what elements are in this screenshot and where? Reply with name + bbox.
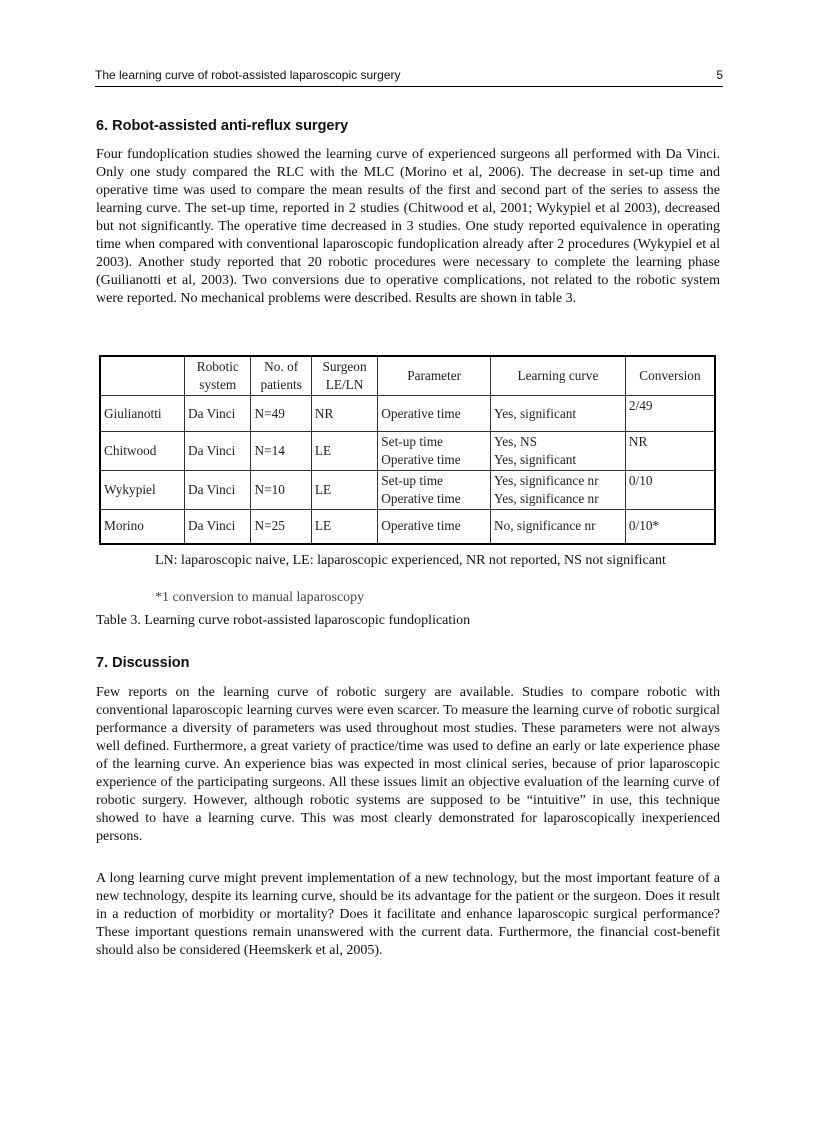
curve-line: Yes, significance nr <box>494 491 599 506</box>
curve-line: Yes, significant <box>494 452 577 467</box>
cell-parameter <box>378 471 491 510</box>
page-number: 5 <box>716 68 723 82</box>
running-title: The learning curve of robot-assisted laparoscopic surgery <box>95 68 401 82</box>
cell-conversion: 0/10 <box>625 471 715 510</box>
parameter-line: Set-up time <box>381 434 443 449</box>
cell-curve: Yes, significant <box>491 396 626 432</box>
header-system: Robotic system <box>185 356 251 396</box>
cell-conversion: 0/10* <box>625 510 715 544</box>
section-7-heading: 7. Discussion <box>96 655 190 671</box>
cell-system: Da Vinci <box>185 396 251 432</box>
table-footnote: *1 conversion to manual laparoscopy <box>155 590 365 605</box>
curve-line: Yes, significance nr <box>494 473 599 488</box>
cell-system: Da Vinci <box>185 471 251 510</box>
cell-surgeon: LE <box>311 471 377 510</box>
header-study <box>100 356 185 396</box>
table-note: LN: laparoscopic naive, LE: laparoscopic experienced, NR not reported, NS not significant <box>155 553 666 568</box>
cell-parameter <box>378 432 491 471</box>
cell-patients: N=49 <box>251 396 311 432</box>
header-conversion: Conversion <box>625 356 715 396</box>
section-7-paragraph-2: A long learning curve might prevent implementation of a new technology, but the most important feature of a new technology, despite its learning curve, should be its advantage for the patient or the surgeon. Does it result in a reduction of morbidity or mortality? Does it facilitate and enhance laparoscopic surgical performance? These important questions remain unanswered with the current data. Furthermore, the financial cost-benefit should also be considered (Heemskerk et al, 2005). <box>96 871 720 958</box>
cell-study: Chitwood <box>100 432 185 471</box>
section-6-paragraph: Four fundoplication studies showed the learning curve of experienced surgeons all performed with Da Vinci. Only one study compared the RLC with the MLC (Morino et al, 2006). The decrease in set-up time and operative time was used to compare the mean results of the first and second part of the series to assess the learning curve. The set-up time, reported in 2 studies (Chitwood et al, 2001; Wykypiel et al 2003), decreased but not significantly. The operative time decreased in 3 studies. One study reported equivalence in operating time when compared with conventional laparoscopic fundoplication already after 2 procedures (Wykypiel et al 2003). Another study reported that 20 robotic procedures were necessary to complete the learning phase (Guilianotti et al, 2003). Two conversions due to operative complications, not related to the robotic system were reported. No mechanical problems were described. Results are shown in table 3. <box>96 147 720 306</box>
running-header <box>95 68 723 87</box>
results-table <box>99 355 716 545</box>
parameter-line: Set-up time <box>381 473 443 488</box>
cell-patients: N=10 <box>251 471 311 510</box>
cell-patients: N=25 <box>251 510 311 544</box>
cell-surgeon: NR <box>311 396 377 432</box>
cell-curve <box>491 471 626 510</box>
table-row <box>100 396 715 432</box>
header-surgeon: Surgeon LE/LN <box>311 356 377 396</box>
parameter-line: Operative time <box>381 452 461 467</box>
cell-surgeon: LE <box>311 432 377 471</box>
cell-surgeon: LE <box>311 510 377 544</box>
section-7-paragraph-1: Few reports on the learning curve of robotic surgery are available. Studies to compare robotic with conventional laparoscopic learning curves were even scarcer. To measure the learning curve of robotic surgical performance a diversity of parameters was used throughout most studies. These parameters were not always well defined. Furthermore, a great variety of practice/time was used to define an early or late experience phase of the learning curve. An experience bias was expected in most clinical series, because of prior laparoscopic experience of the participating surgeons. All these issues limit an objective evaluation of the learning curve of robotic surgery. However, although robotic systems are supposed to be “intuitive” in use, this technique showed to have a learning curve. This was most clearly demonstrated for laparoscopically inexperienced persons. <box>96 685 720 844</box>
table-caption: Table 3. Learning curve robot-assisted laparoscopic fundoplication <box>96 613 471 628</box>
cell-system: Da Vinci <box>185 432 251 471</box>
section-6-heading: 6. Robot-assisted anti-reflux surgery <box>96 118 349 134</box>
cell-curve: No, significance nr <box>491 510 626 544</box>
cell-study: Giulianotti <box>100 396 185 432</box>
header-patients: No. of patients <box>251 356 311 396</box>
cell-conversion: NR <box>625 432 715 471</box>
curve-line: Yes, NS <box>494 434 537 449</box>
table-header-row <box>100 356 715 396</box>
cell-study: Wykypiel <box>100 471 185 510</box>
cell-curve <box>491 432 626 471</box>
parameter-line: Operative time <box>381 491 461 506</box>
cell-system: Da Vinci <box>185 510 251 544</box>
header-curve: Learning curve <box>491 356 626 396</box>
header-parameter: Parameter <box>378 356 491 396</box>
table-row <box>100 471 715 510</box>
table-row <box>100 432 715 471</box>
cell-patients: N=14 <box>251 432 311 471</box>
cell-parameter: Operative time <box>378 396 491 432</box>
table-row <box>100 510 715 544</box>
cell-study: Morino <box>100 510 185 544</box>
cell-conversion: 2/49 <box>625 396 715 432</box>
cell-parameter: Operative time <box>378 510 491 544</box>
